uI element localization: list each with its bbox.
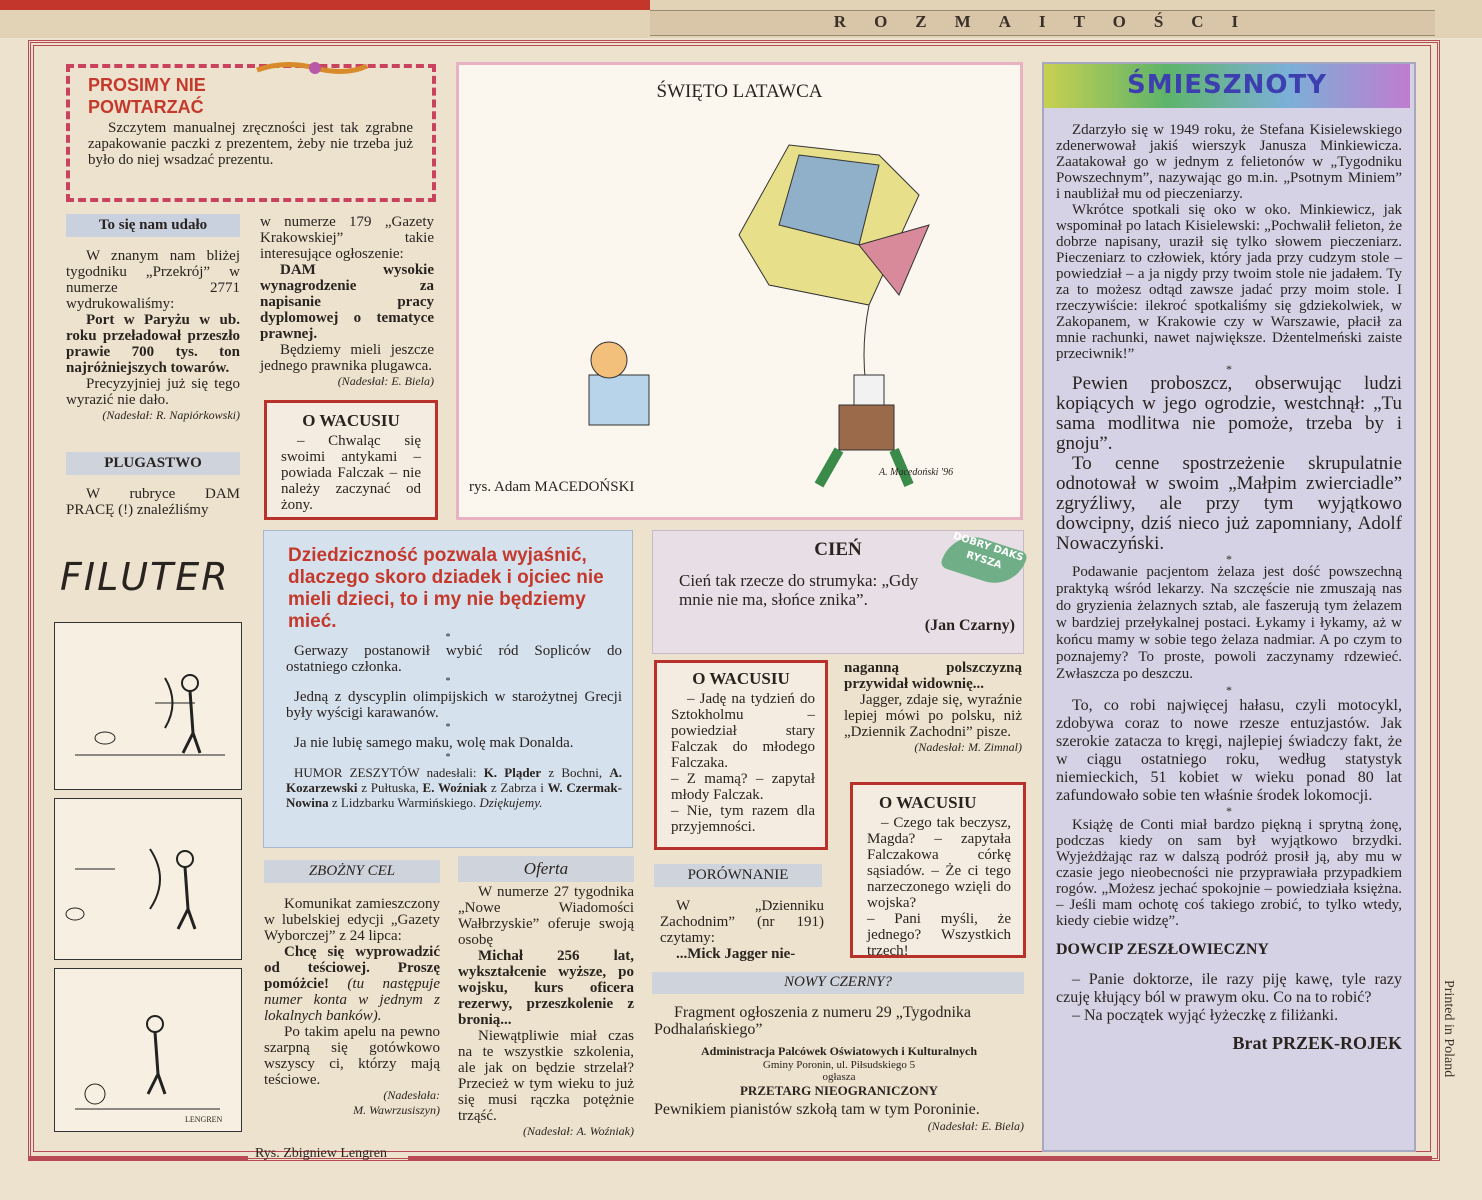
wacus3-text: – Czego tak beczysz, Magda? – zapytała Falczakowa córkę sąsiadów. – Że ci tego narzeczonego wzięli do wojska? – Pani myśli, że jednego? Wszystkich trzech! [867,815,1011,959]
smiesz-p4: To cenne spostrzeżenie skrupulatnie odnotował w swoim „Małpim zwierciadle” zgryźliwy, ale przy tym wyjątkowo dowcipny, dziś nieco już zapomniany, Adolf Nowaczyński. [1056,453,1402,554]
printed-in-poland [1440,980,1470,1140]
kite-drawing [499,125,999,495]
zbozny-label: ZBOŻNY CEL [264,860,440,883]
separator-star: * [1226,552,1232,566]
separator-star: * [445,752,451,763]
porownanie-text: W „Dzienniku Zachodnim” (nr 191) czytamy: [660,898,824,946]
dziedz-l2: Jedną z dyscyplin olimpijskich w starożytnej Grecji były wyścigi karawanów. [286,689,622,721]
nowy-l4: PRZETARG NIEOGRANICZONY [739,1083,939,1098]
nowy-l1: Administracja Palcówek Oświatowych i Kulturalnych [701,1044,977,1058]
smiesz-p3: Pewien proboszcz, obserwując ludzi kopiących w jego ogrodzie, westchnął: „Tu sama modlitwa nie pomoże, trzeba by i gnoju”. [1056,373,1402,454]
oferta-article [458,884,634,1139]
top-red-band [0,0,650,10]
gazeta-credit: (Nadesłał: E. Biela) [337,374,434,388]
wacus1-box [264,400,438,520]
jagger-text-bold: naganną polszczyzną przywidał widownię... [844,660,1022,692]
prosimy-title-1: PROSIMY NIE [88,75,206,95]
kite-credit: rys. Adam MACEDOŃSKI [469,479,635,495]
zbozny-credit-1: (Nadesłała: [383,1088,440,1102]
cartoon-panel-2 [54,798,242,960]
udalo-article [66,248,240,423]
prosimy-title-2: POWTARZAĆ [88,97,204,117]
wacus2-title: O WACUSIU [692,669,790,688]
dobry-daks-stamp: DOBRY DAKS RYSZA [940,529,1028,592]
smiesz-p5: Podawanie pacjentom żelaza jest dość powszechną praktyką wśród lekarzy. Na szczęście nie zmuszają nas do gryzienia żelaznych sztab, ale faszerują tym żelazem w bardziej przełykalnej postaci. Łykamy i łykamy, aż w końcu mamy w sobie tego żelaza nadmiar. A po czym to poznajemy? To proste, powoli zaczynamy rdzewieć. Zwłaszcza po deszczu. [1056,564,1402,682]
smiesz-p2: Wkrótce spotkali się oko w oko. Minkiewicz, jak wspominał po latach Kisielewski: „Pochwalił felieton, że dobrze napisany, uraził się tylko słowem pieczeniarz. Pieczeniarz to człowiek, który jada przy cudzym stole – powiedział – a ja nigdy przy twoim stole nie jadałem. Ty za to możesz odtąd zawsze jadać przy moim stole. I rzeczywiście: ilekroć spotkaliśmy się gdziekolwiek, w Zakopanem, w Krakowie czy w Warszawie, płacił za mnie rachunki, nawet największe. Dżentelmeński zaiste przeciwnik!” [1056,202,1402,362]
cien-title: CIEŃ [814,539,862,560]
plugastwo-text: W rubryce DAM PRACĘ (!) znaleźliśmy [66,486,240,518]
porownanie-label: PORÓWNANIE [654,864,822,887]
dziedz-l3: Ja nie lubię samego maku, wolę mak Donalda. [294,735,574,751]
dziedzicznosc-box [263,530,633,848]
udalo-credit: (Nadesłał: R. Napiórkowski) [102,408,240,422]
oferta-label: Oferta [458,856,634,882]
humor-credits: HUMOR ZESZYTÓW nadesłali: K. Pląder z Bochni, A. Kozarzewski z Pułtuska, E. Woźniak z Zabrza i W. Czermak-Nowina z Lidzbarku Warmińskiego. Dziękujemy. [286,765,622,810]
dziedz-l1: Gerwazy postanowił wybić ród Sopliców do ostatniego członka. [286,643,622,675]
nowy-text: Fragment ogłoszenia z numeru 29 „Tygodnika Podhalańskiego” [654,1004,972,1038]
wacus3-title: O WACUSIU [879,793,977,812]
udalo-text-bold: Port w Paryżu w ub. roku przeładował przeszło prawie 700 tys. ton najróżniejszych towarów. [66,312,240,376]
wacus1-text: – Chwaląc się swoimi antykami – powiada Falczak – nie należy zaczynać od żony. [281,433,421,513]
archer-cartoon-1 [55,623,241,789]
zbozny-credit-2: M. Wawrzusiszyn) [353,1103,440,1117]
printed-label: Printed in Poland [1441,980,1456,1078]
dziedz-heading: Dziedziczność pozwala wyjaśnić, dlaczego skoro dziadek i ojciec nie mieli dzieci, to i my nie będziemy mieć. [288,545,604,632]
smiesz-p9: – Na początek wyjąć łyżeczkę z filiżanki. [1072,1007,1339,1024]
smiesznoty-title: ŚMIESZNOTY [1126,70,1328,100]
nowy-l5: Pewnikiem pianistów szkołą tam w tym Poroninie. [654,1101,980,1118]
zbozny-text-mid: Chcę się wyprowadzić od teściowej. Proszę pomóżcie! (tu następuje numer konta w jednym z lokalnych banków). [264,944,440,1024]
separator-star: * [445,722,451,733]
udalo-text-1: W znanym nam bliżej tygodniku „Przekrój” w numerze 2771 wydrukowaliśmy: [66,248,240,312]
nowy-czerny-article [654,1004,1024,1134]
separator-star: * [445,632,451,643]
wacus3-box [850,782,1026,958]
cartoon-panel-3 [54,968,242,1132]
nowy-czerny-label: NOWY CZERNY? [784,974,892,990]
porownanie-text-bold: ...Mick Jagger nie- [676,946,796,962]
smiesz-p8: – Panie doktorze, ile razy piję kawę, tyle razy czuję kłujący ból w prawym oku. Co na to robić? [1056,971,1402,1006]
oferta-credit: (Nadesłał: A. Woźniak) [523,1124,634,1138]
smiesz-p1: Zdarzyło się w 1949 roku, że Stefana Kisielewskiego zdenerwował jakiś wierszyk Janusza Minkiewicza. Zaatakował go w jednym z felietonów w „Tygodniku Powszechnym”, nazywając go m.in. „Psotnym Miniem” i naubliżał mu od pieczeniarzy. [1056,122,1402,202]
kite-title: ŚWIĘTO LATAWCA [656,81,823,102]
archer-cartoon-2 [55,799,241,959]
bottom-rule-right [408,1156,1432,1160]
separator-star: * [445,676,451,687]
separator-star: * [1226,683,1232,697]
plugastwo-label: PLUGASTWO [66,452,240,475]
separator-star: * [1226,362,1232,376]
kite-signature: A. Macedoński '96 [879,467,954,478]
smiesz-author: Brat PRZEK-ROJEK [1232,1033,1402,1053]
nowy-l2: Gminy Poronin, ul. Piłsudskiego 5 [762,1059,916,1071]
archer-cartoon-3 [55,969,241,1131]
zbozny-text-2: Po takim apelu na pewno szarpną się gotówkowo wszyscy ci, którzy mają teściowe. [264,1024,440,1088]
jagger-text: Jagger, zdaje się, wyraźnie lepiej mówi po polsku, niż „Dziennik Zachodni” pisze. [844,692,1022,740]
gazeta-text-1: w numerze 179 „Gazety Krakowskiej” takie interesujące ogłoszenie: [260,214,434,262]
wacus2-text: – Jadę na tydzień do Sztokholmu – powiedział stary Falczak do młodego Falczaka. – Z mamą? – zapytał młody Falczak. – Nie, tym razem dla przyjemności. [671,691,815,835]
smiesz-p6: To, co robi najwięcej hałasu, czyli motocykl, zdobywa coraz to nowe rzesze entuzjastów. Jak szerokie zatacza to kręgi, najlepiej świadczy fakt, że w ciągu ostatniego roku, według statystyk niemieckich, 51 kobiet w wieku ponad 80 lat zafundowało sobie ten właśnie środek lokomocji. [1056,697,1402,804]
cien-author: (Jan Czarny) [924,617,1015,634]
jagger-credit: (Nadesłał: M. Zimnal) [914,740,1022,754]
lengren-signature: LENGREN [185,1115,223,1124]
wacus2-box [654,660,828,850]
cien-text: Cień tak rzecze do strumyka: „Gdy mnie nie ma, słońce znika”. [679,571,919,609]
udalo-label: To się nam udało [66,214,240,237]
bottom-rule-left [28,1156,248,1160]
oferta-text-bold: Michał 256 lat, wykształcenie wyższe, po wojsku, kurs oficera rezerwy, przeszkolenie z bronią... [458,948,634,1028]
udalo-text-2: Precyzyjniej już się tego wyrazić nie dało. [66,376,240,408]
zbozny-text-1: Komunikat zamieszczony w lubelskiej edycji „Gazety Wyborczej” z 24 lipca: [264,896,440,944]
jagger-article [844,660,1022,755]
oferta-text-2: Niewątpliwie miał czas na te wszystkie szkolenia, ale jak on będzie strzelał? Przecież w tym wieku to już się musi rączka potężnie trząść. [458,1028,634,1124]
section-title: ROZMAITOŚCI [833,12,1267,31]
kite-illustration-box [456,62,1023,520]
dowcip-heading: DOWCIP ZESZŁOWIECZNY [1056,941,1269,958]
gazeta-text-2: Będziemy mieli jeszcze jednego prawnika plugawca. [260,342,434,374]
smiesznoty-content [1056,122,1402,1054]
gazeta-text-bold: DAM wysokie wynagrodzenie za napisanie pracy dyplomowej o tematyce prawnej. [260,262,434,342]
nowy-credit: (Nadesłał: E. Biela) [927,1119,1024,1133]
porownanie-article [660,898,824,962]
gazeta-article [260,214,434,389]
cartoon-panel-1 [54,622,242,790]
oferta-text-1: W numerze 27 tygodnika „Nowe Wiadomości Wałbrzyskie” oferuje swoją osobę [458,884,634,948]
ribbon-illustration [255,58,370,78]
filuter-logo: FILUTER [60,555,230,599]
separator-star: * [1226,804,1232,818]
cartoon-credit: Rys. Zbigniew Lengren [255,1146,388,1161]
prosimy-text: Szczytem manualnej zręczności jest tak zgrabne zapakowanie paczki z prezentem, żeby nie trzeba już było do niej wsadzać prezentu. [88,120,413,168]
zbozny-article [264,896,440,1118]
nowy-l3: ogłasza [822,1071,856,1083]
wacus1-title: O WACUSIU [302,411,400,430]
smiesz-p7: Książę de Conti miał bardzo piękną i sprytną żonę, podczas kiedy on sam był wyjątkowo brzydki. Wyjeżdżając raz w dalszą podróż prosił ją, aby mu w czasie jego nieobecności nie przyprawiała przypadkiem rogów. „Możesz jechać spokojnie – powiedziała księżna. – Jeśli mam ochotę coś takiego zrobić, to tylko wtedy, kiedy ciebie widzę”. [1056,817,1402,929]
